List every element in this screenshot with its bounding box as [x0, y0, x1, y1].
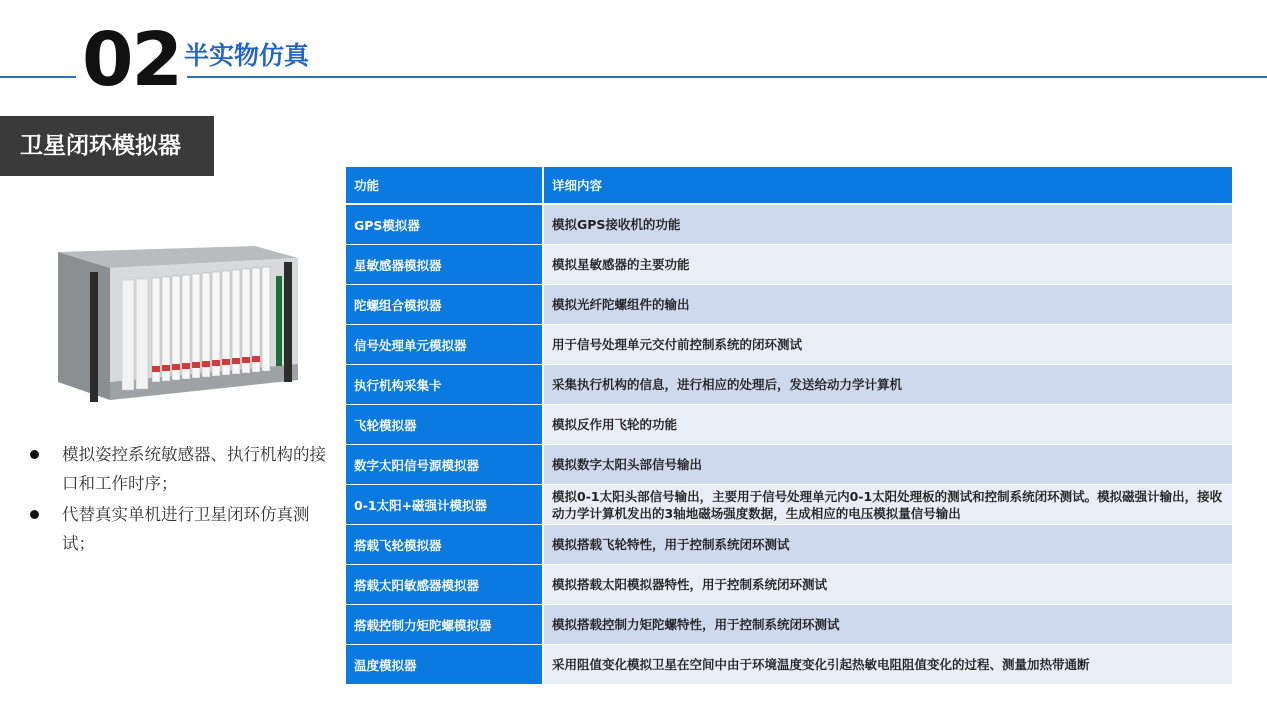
cell-function: 执行机构采集卡: [346, 365, 544, 405]
cell-function: 0-1太阳+磁强计模拟器: [346, 485, 544, 525]
cell-function: 信号处理单元模拟器: [346, 325, 544, 365]
table-row: [346, 205, 1232, 245]
bullet-dot-icon: [30, 510, 39, 519]
cell-detail: 用于信号处理单元交付前控制系统的闭环测试: [544, 325, 1232, 365]
cell-detail: 模拟搭载太阳模拟器特性，用于控制系统闭环测试: [544, 565, 1232, 605]
cell-detail: 模拟搭载飞轮特性，用于控制系统闭环测试: [544, 525, 1232, 565]
cell-function: 温度模拟器: [346, 645, 544, 685]
cell-function: 搭载太阳敏感器模拟器: [346, 565, 544, 605]
simulator-chassis-image: [50, 232, 310, 408]
table-row: [346, 485, 1232, 525]
bullet-item: 模拟姿控系统敏感器、执行机构的接口和工作时序；: [26, 440, 338, 498]
cell-detail: 采用阻值变化模拟卫星在空间中由于环境温度变化引起热敏电阻阻值变化的过程、测量加热带通断: [544, 645, 1232, 685]
table-header-row: [346, 167, 1232, 205]
bullet-item: 代替真实单机进行卫星闭环仿真测试；: [26, 500, 338, 558]
section-number: 02: [76, 20, 187, 100]
header-divider-line: [0, 76, 1267, 78]
table-row: [346, 285, 1232, 325]
header-function: 功能: [346, 167, 544, 205]
table-row: [346, 645, 1232, 685]
table-row: [346, 405, 1232, 445]
cell-function: 飞轮模拟器: [346, 405, 544, 445]
cell-function: GPS模拟器: [346, 205, 544, 245]
cell-detail: 采集执行机构的信息，进行相应的处理后，发送给动力学计算机: [544, 365, 1232, 405]
feature-bullets: [26, 440, 338, 560]
cell-function: 陀螺组合模拟器: [346, 285, 544, 325]
cell-function: 星敏感器模拟器: [346, 245, 544, 285]
cell-detail: 模拟0-1太阳头部信号输出，主要用于信号处理单元内0-1太阳处理板的测试和控制系统闭环测试。模拟磁强计输出，接收动力学计算机发出的3轴地磁场强度数据，生成相应的电压模拟量信号输出: [544, 485, 1232, 525]
slide-label: 卫星闭环模拟器: [0, 116, 214, 176]
cell-detail: 模拟搭载控制力矩陀螺特性，用于控制系统闭环测试: [544, 605, 1232, 645]
section-title: 半实物仿真: [184, 41, 310, 70]
table-row: [346, 325, 1232, 365]
cell-detail: 模拟星敏感器的主要功能: [544, 245, 1232, 285]
cell-function: 搭载飞轮模拟器: [346, 525, 544, 565]
table-row: [346, 525, 1232, 565]
cell-detail: 模拟数字太阳头部信号输出: [544, 445, 1232, 485]
bullet-dot-icon: [30, 450, 39, 459]
table-row: [346, 365, 1232, 405]
cell-detail: 模拟光纤陀螺组件的输出: [544, 285, 1232, 325]
cell-function: 搭载控制力矩陀螺模拟器: [346, 605, 544, 645]
table-row: [346, 565, 1232, 605]
header-detail: 详细内容: [544, 167, 1232, 205]
cell-detail: 模拟反作用飞轮的功能: [544, 405, 1232, 445]
cell-detail: 模拟GPS接收机的功能: [544, 205, 1232, 245]
simulator-function-table: [346, 167, 1232, 685]
cell-function: 数字太阳信号源模拟器: [346, 445, 544, 485]
table-row: [346, 245, 1232, 285]
table-row: [346, 605, 1232, 645]
table-row: [346, 445, 1232, 485]
